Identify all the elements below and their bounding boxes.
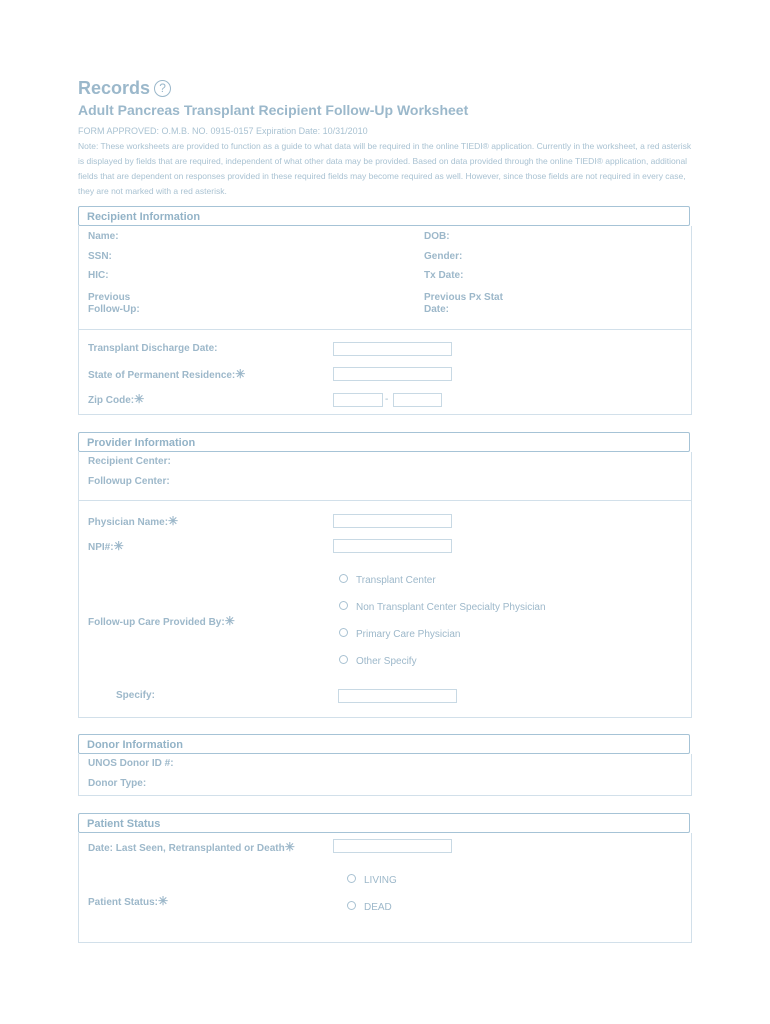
discharge-date-label: Transplant Discharge Date: (88, 343, 218, 354)
dob-label: DOB: (424, 231, 450, 242)
specify-label: Specify: (116, 690, 155, 701)
title-text: Records (78, 78, 151, 98)
recipient-center-label: Recipient Center: (88, 456, 171, 467)
radio-living[interactable] (347, 874, 356, 883)
donor-id-label: UNOS Donor ID #: (88, 758, 174, 769)
npi-field[interactable] (333, 539, 452, 553)
required-asterisk-icon: ✳ (168, 514, 179, 528)
option-primary-care: Primary Care Physician (356, 629, 461, 640)
help-icon[interactable]: ? (154, 80, 171, 97)
donor-type-label: Donor Type: (88, 778, 147, 789)
option-dead: DEAD (364, 902, 392, 913)
physician-label: Physician Name:✳ (88, 514, 179, 528)
patient-status-label: Patient Status:✳ (88, 894, 169, 908)
tx-date-label: Tx Date: (424, 270, 464, 281)
radio-dead[interactable] (347, 901, 356, 910)
page-title (78, 78, 171, 99)
recipient-divider (78, 329, 692, 330)
followup-center-label: Followup Center: (88, 476, 170, 487)
status-section-header: Patient Status (78, 813, 690, 833)
option-transplant-center: Transplant Center (356, 575, 436, 586)
care-provided-label: Follow-up Care Provided By:✳ (88, 614, 235, 628)
worksheet-note: Note: These worksheets are provided to function as a guide to what data will be required in the online TIEDI® application. Currently in the worksheet, a red asterisk is displayed by fields that are required, independent of what other data may be provided. Based on data provided through the online TIEDI® application, additional fields that are dependent on responses provided in these required fields may become required as well. However, since those fields are not required in every case, they are not marked with a red asterisk. (78, 141, 692, 196)
zip-label: Zip Code:✳ (88, 392, 145, 406)
zip-separator: - (385, 394, 389, 405)
state-label: State of Permanent Residence:✳ (88, 367, 246, 381)
date-last-seen-field[interactable] (333, 839, 452, 853)
required-asterisk-icon: ✳ (235, 367, 246, 381)
hic-label: HIC: (88, 270, 109, 281)
donor-section-header: Donor Information (78, 734, 690, 754)
required-asterisk-icon: ✳ (158, 894, 169, 908)
discharge-date-field[interactable] (333, 342, 452, 356)
zip-ext-field[interactable] (393, 393, 442, 407)
option-living: LIVING (364, 875, 397, 886)
recipient-section-box (78, 226, 692, 415)
date-last-seen-label: Date: Last Seen, Retransplanted or Death✳ (88, 840, 295, 854)
radio-primary-care[interactable] (339, 628, 348, 637)
recipient-section-header: Recipient Information (78, 206, 690, 226)
required-asterisk-icon: ✳ (134, 392, 145, 406)
radio-non-transplant[interactable] (339, 601, 348, 610)
previous-label: Previous (88, 292, 131, 303)
required-asterisk-icon: ✳ (224, 614, 235, 628)
npi-label: NPI#:✳ (88, 539, 124, 553)
radio-transplant-center[interactable] (339, 574, 348, 583)
provider-divider (78, 500, 692, 501)
ssn-label: SSN: (88, 251, 112, 262)
name-label: Name: (88, 231, 119, 242)
radio-other-specify[interactable] (339, 655, 348, 664)
gender-label: Gender: (424, 251, 463, 262)
zip-field[interactable] (333, 393, 383, 407)
form-approved-text: FORM APPROVED: O.M.B. NO. 0915-0157 Expiration Date: 10/31/2010 (78, 126, 368, 136)
state-field[interactable] (333, 367, 452, 381)
physician-field[interactable] (333, 514, 452, 528)
option-other-specify: Other Specify (356, 656, 417, 667)
required-asterisk-icon: ✳ (113, 539, 124, 553)
required-asterisk-icon: ✳ (284, 840, 295, 854)
worksheet-subtitle: Adult Pancreas Transplant Recipient Follow-Up Worksheet (78, 102, 469, 118)
prev-px-stat-label: Previous Px Stat (424, 292, 503, 303)
followup-label: Follow-Up: (88, 304, 140, 315)
specify-field[interactable] (338, 689, 457, 703)
option-non-transplant: Non Transplant Center Specialty Physician (356, 602, 546, 613)
prev-px-date-label: Date: (424, 304, 450, 315)
provider-section-header: Provider Information (78, 432, 690, 452)
